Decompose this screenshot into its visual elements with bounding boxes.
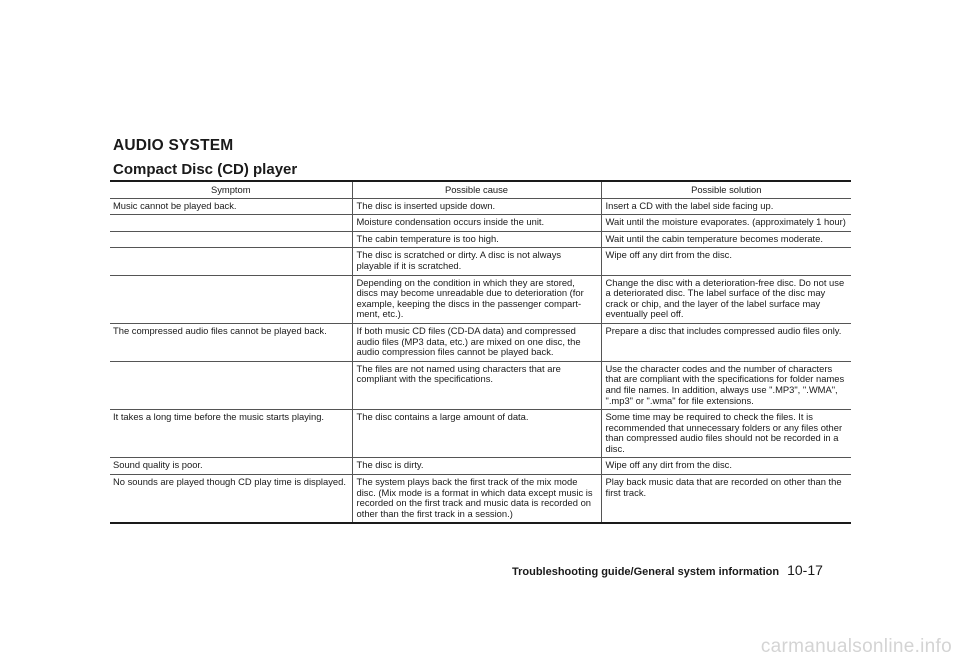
- watermark: carmanualsonline.info: [760, 636, 952, 657]
- subsection-title: Compact Disc (CD) player: [113, 161, 298, 178]
- solution-cell: Wipe off any dirt from the disc.: [601, 248, 851, 275]
- solution-cell: Wait until the moisture evaporates. (approximately 1 hour): [601, 215, 851, 232]
- symptom-cell: [110, 215, 352, 232]
- symptom-cell: The compressed audio files cannot be played back.: [110, 323, 352, 361]
- solution-cell: Use the character codes and the number of characters that are compliant with the specifications for folder names and file names. In addition, always use ".MP3", ".WMA", ".mp3" or ".wma" for file extensions.: [601, 361, 851, 409]
- table-row: [110, 231, 851, 248]
- table-row: [110, 323, 851, 361]
- cause-cell: The disc is inserted upside down.: [352, 198, 601, 215]
- cause-cell: The files are not named using characters that are compliant with the specifications.: [352, 361, 601, 409]
- table-row: [110, 275, 851, 323]
- section-title: AUDIO SYSTEM: [113, 137, 234, 154]
- cause-cell: The disc contains a large amount of data.: [352, 410, 601, 458]
- solution-cell: Wipe off any dirt from the disc.: [601, 458, 851, 475]
- solution-cell: Wait until the cabin temperature becomes moderate.: [601, 231, 851, 248]
- table-row: [110, 361, 851, 409]
- table-row: [110, 248, 851, 275]
- table-row: [110, 410, 851, 458]
- table-row: [110, 458, 851, 475]
- symptom-cell: [110, 361, 352, 409]
- header-possible-cause: Possible cause: [352, 181, 601, 198]
- cause-cell: Depending on the condition in which they are stored, discs may become unreadable due to deterioration (for example, keeping the discs in the passenger compart-ment, etc.).: [352, 275, 601, 323]
- symptom-cell: [110, 248, 352, 275]
- symptom-cell: Music cannot be played back.: [113, 199, 237, 211]
- symptom-cell: [110, 275, 352, 323]
- symptom-cell: It takes a long time before the music starts playing.: [110, 410, 352, 458]
- cause-cell: If both music CD files (CD-DA data) and compressed audio files (MP3 data, etc.) are mixed on one disc, the audio compression files cannot be played back.: [352, 323, 601, 361]
- table-row: [110, 215, 851, 232]
- table-row: [110, 198, 851, 215]
- cause-cell: The disc is dirty.: [352, 458, 601, 475]
- cause-cell: The cabin temperature is too high.: [352, 231, 601, 248]
- solution-cell: Prepare a disc that includes compressed audio files only.: [601, 323, 851, 361]
- page-footer: [512, 562, 823, 580]
- footer-chapter-title: Troubleshooting guide/General system information: [512, 566, 780, 578]
- solution-cell: Insert a CD with the label side facing up.: [601, 198, 851, 215]
- solution-cell: Change the disc with a deterioration-free disc. Do not use a deteriorated disc. The label surface of the disc may crack or chip, and the layer of the label surface may eventually peel off.: [601, 275, 851, 323]
- table-row: [110, 475, 851, 524]
- troubleshooting-table: [110, 180, 851, 524]
- troubleshooting-table-container: [110, 180, 851, 524]
- symptom-cell: Sound quality is poor.: [110, 458, 352, 475]
- symptom-cell: No sounds are played though CD play time is displayed.: [110, 475, 352, 524]
- solution-cell: Play back music data that are recorded on other than the first track.: [601, 475, 851, 524]
- cause-cell: Moisture condensation occurs inside the unit.: [352, 215, 601, 232]
- symptom-cell: [110, 231, 352, 248]
- header-symptom: Symptom: [110, 181, 352, 198]
- page-number: 10-17: [787, 562, 823, 578]
- header-possible-solution: Possible solution: [601, 181, 851, 198]
- table-header-row: [110, 181, 851, 198]
- cause-cell: The system plays back the first track of the mix mode disc. (Mix mode is a format in which data except music is recorded on the first track and music data is recorded on other than the first track in a session.): [352, 475, 601, 524]
- solution-cell: Some time may be required to check the files. It is recommended that unnecessary folders or any files other than compressed audio files should not be recorded in a disc.: [601, 410, 851, 458]
- cause-cell: The disc is scratched or dirty. A disc is not always playable if it is scratched.: [352, 248, 601, 275]
